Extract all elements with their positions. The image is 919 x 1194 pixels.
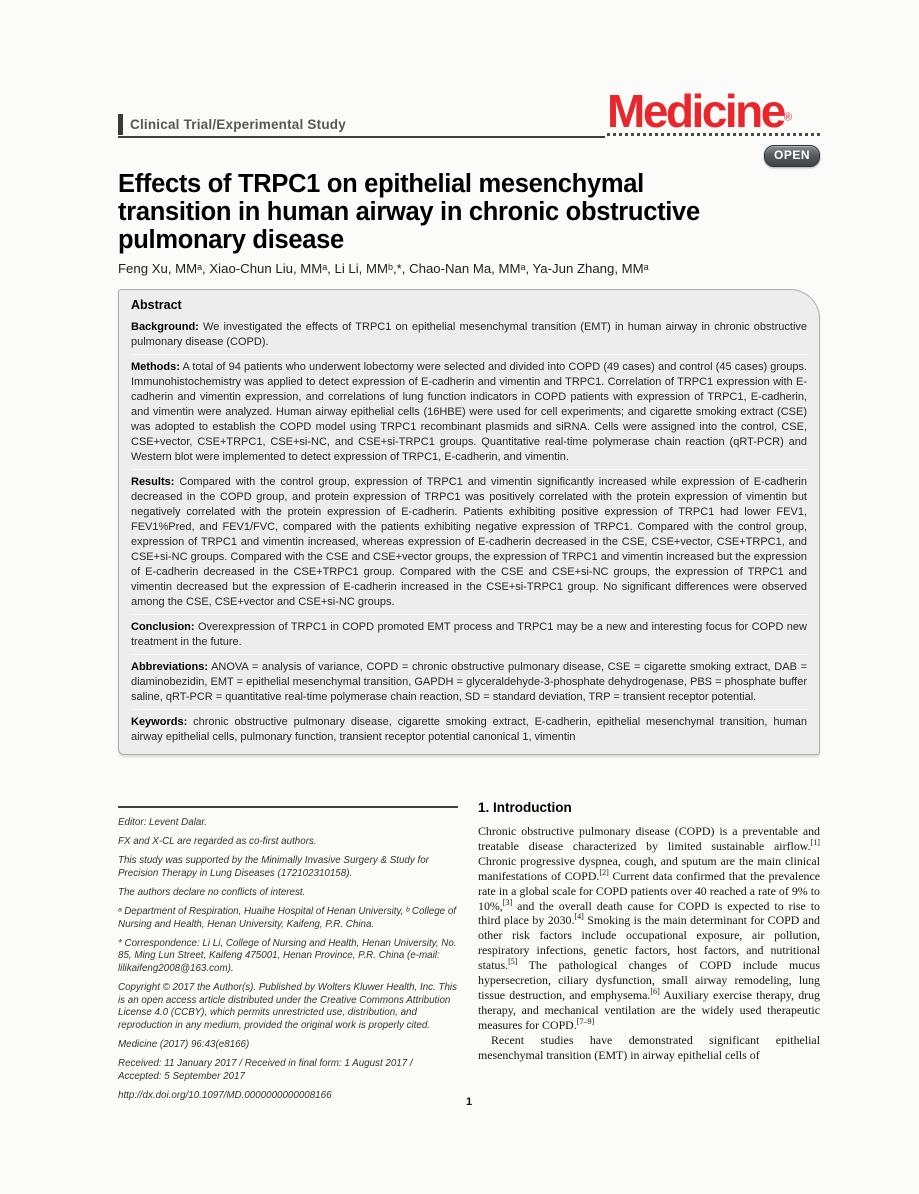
footnote-editor: Editor: Levent Dalar.	[118, 817, 207, 828]
footnote-citation: Medicine (2017) 96:43(e8166)	[118, 1038, 250, 1050]
article-title-line2: transition in human airway in chronic obstructive	[118, 198, 700, 226]
abstract-results	[131, 469, 807, 614]
abstract-methods-text: A total of 94 patients who underwent lobectomy were selected and divided into COPD (49 cases) and control (45 cases) groups. Immunohistochemistry was applied to detect expression of E-cadherin and vimentin and TRPC1. Correlation of TRPC1 expression with E-cadherin and vimentin expression, and correlations of lung function indicators in COPD patients with expression of TRPC1, E-cadherin, and vimentin were analyzed. Human airway epithelial cells (16HBE) were used for cell experiments; and cigarette smoking extract (CSE) was adopted to establish the COPD model using TRPC1 recombinant plasmids and siRNA. Cells were assigned into the control, CSE, CSE+vector, CSE+TRPC1, CSE+si-NC, and CSE+si-TRPC1 groups. Quantitative real-time polymerase chain reaction (qRT-PCR) and Western blot were implemented to detect expression of TRPC1, E-cadherin, and vimentin.	[131, 361, 807, 463]
footnotes-column	[118, 806, 458, 1109]
logo-dotted-rule	[607, 133, 820, 136]
open-access-badge: OPEN	[764, 145, 820, 167]
footnote-cofirst-authors: FX and X-CL are regarded as co-first authors.	[118, 836, 317, 848]
footnotes-rule	[118, 806, 458, 808]
abstract-conclusion	[131, 614, 807, 654]
introduction-heading: 1. Introduction	[478, 800, 572, 815]
abstract-conclusion-label: Conclusion:	[131, 621, 195, 633]
footnote-funding: This study was supported by the Minimally Invasive Surgery & Study for Precision Therapy in Lung Diseases (172102310158).	[118, 855, 429, 879]
footnote-received-dates: Received: 11 January 2017 / Received in final form: 1 August 2017 / Accepted: 5 September 2017	[118, 1057, 413, 1082]
header-rule	[118, 136, 605, 138]
abstract-keywords-text: chronic obstructive pulmonary disease, cigarette smoking extract, E-cadherin, epithelial mesenchymal transition, human airway epithelial cells, pulmonary function, transient receptor potential canonical 1, vimentin	[131, 716, 808, 743]
abstract-conclusion-text: Overexpression of TRPC1 in COPD promoted EMT process and TRPC1 may be a new and interesting focus for COPD new treatment in the future.	[131, 621, 807, 648]
abstract-background	[131, 315, 807, 354]
article-title-line3: pulmonary disease	[118, 226, 344, 254]
abstract-heading: Abstract	[131, 298, 182, 312]
abstract-methods-label: Methods:	[131, 361, 180, 373]
page-number: 1	[465, 1096, 473, 1108]
abstract-abbreviations	[131, 654, 807, 709]
article-title	[118, 170, 828, 254]
footnote-conflicts: The authors declare no conflicts of interest.	[118, 886, 306, 898]
article-title-line1: Effects of TRPC1 on epithelial mesenchymal	[118, 170, 644, 198]
footnote-doi: http://dx.doi.org/10.1097/MD.0000000000008166	[118, 1089, 332, 1101]
abstract-background-text: We investigated the effects of TRPC1 on epithelial mesenchymal transition (EMT) in human airway in chronic obstructive pulmonary disease (COPD).	[131, 321, 808, 348]
introduction-paragraph-1: Chronic obstructive pulmonary disease (COPD) is a preventable and treatable disease characterized by limited sustainable airflow.[1] Chronic progressive dyspnea, cough, and sputum are the main clinical manifestations of COPD.[2] Current data confirmed that the prevalence rate in a global scale for COPD patients over 40 reached a rate of 9% to 10%,[3] and the overall death cause for COPD is expected to rise to third place by 2030.[4] Smoking is the main determinant for COPD and other risk factors include occupational exposure, air pollution, respiratory infections, genetic factors, host factors, and nutritional status.[5] The pathological changes of COPD include mucus hypersecretion, ciliary dysfunction, small airway remodeling, lung tissue destruction, and emphysema.[6] Auxiliary exercise therapy, drug therapy, and mechanical ventilation are the widely used therapeutic measures for COPD.[7–9]	[478, 824, 821, 1032]
abstract-results-text: Compared with the control group, expression of TRPC1 and vimentin significantly increased while expression of E-cadherin decreased in the COPD group, and protein expression of TRPC1 was positively correlated with the protein expression of vimentin but negatively correlated with the protein expression of E-cadherin. Patients exhibiting positive expression of TRPC1 had lower FEV1, FEV1%Pred, and FEV1/FVC, compared with the patients exhibiting negative expression of TRPC1. Compared with the control group, expression of TRPC1 and vimentin increased, whereas expression of E-cadherin decreased in the CSE, CSE+vector, CSE+TRPC1, and CSE+si-NC groups. Compared with the CSE and CSE+vector groups, the expression of TRPC1 and vimentin increased but the expression of E-cadherin decreased in the CSE+TRPC1 group. Compared with the CSE and CSE+si-NC groups, the expression of TRPC1 and vimentin decreased but the expression of E-cadherin increased in the CSE+si-TRPC1 group. No significant differences were observed among the CSE, CSE+vector and CSE+si-NC groups.	[131, 476, 807, 608]
abstract-results-label: Results:	[131, 476, 175, 488]
footnote-copyright: Copyright © 2017 the Author(s). Published by Wolters Kluwer Health, Inc. This is an open access article distributed under the Creative Commons Attribution License 4.0 (CCBY), which permits unrestricted use, distribution, and reproduction in any medium, provided the original work is properly cited.	[118, 981, 458, 1031]
journal-logo	[607, 85, 820, 137]
article-type-label: Clinical Trial/Experimental Study	[130, 117, 346, 132]
footnote-affiliations: ᵃ Department of Respiration, Huaihe Hospital of Henan University, ᵇ College of Nursing and Health, Henan University, Kaifeng, P.R. China.	[118, 905, 457, 930]
author-list: Feng Xu, MMᵃ, Xiao-Chun Liu, MMᵃ, Li Li, MMᵇ,*, Chao-Nan Ma, MMᵃ, Ya-Jun Zhang, MMᵃ	[118, 261, 649, 276]
section-bar-decoration	[118, 114, 123, 135]
abstract-keywords	[131, 709, 807, 749]
footnote-correspondence: * Correspondence: Li Li, College of Nursing and Health, Henan University, No. 85, Ming Lun Street, Kaifeng 475001, Henan Province, P.R. China (e-mail: lilikaifeng2008@163.com).	[118, 937, 457, 974]
abstract-abbreviations-label: Abbreviations:	[131, 661, 209, 673]
journal-logo-text: Medicine	[607, 85, 784, 137]
abstract-abbreviations-text: ANOVA = analysis of variance, COPD = chronic obstructive pulmonary disease, CSE = cigarette smoking extract, DAB = diaminobezidin, EMT = epithelial mesenchymal transition, GAPDH = glyceraldehyde-3-phosphate dehydrogenase, PBS = phosphate buffer saline, qRT-PCR = quantitative real-time polymerase chain reaction, SD = standard deviation, TRP = transient receptor potential.	[131, 661, 807, 703]
abstract-background-label: Background:	[131, 321, 199, 333]
abstract-keywords-label: Keywords:	[131, 716, 188, 728]
abstract-methods	[131, 354, 807, 469]
article-type-header	[118, 114, 346, 135]
introduction-column	[478, 800, 820, 1063]
abstract-box	[118, 289, 820, 755]
introduction-paragraph-2: Recent studies have demonstrated significant epithelial mesenchymal transition (EMT) in airway epithelial cells of	[478, 1032, 820, 1062]
registered-trademark-icon: ®	[783, 111, 792, 124]
